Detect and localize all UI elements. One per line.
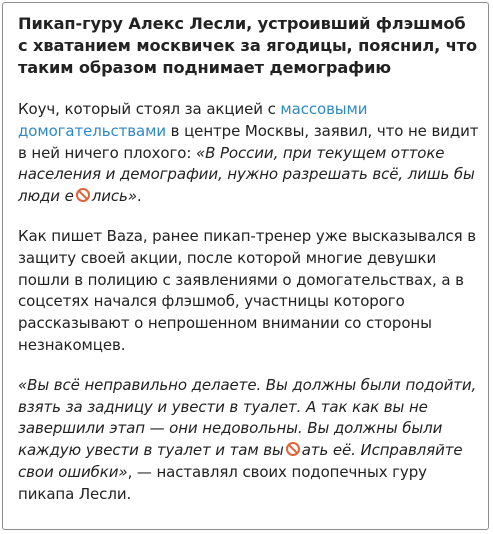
paragraph-1 xyxy=(18,99,480,208)
p3-quote-start: «Вы всё неправильно делаете. Вы должны были подойти, взять за задницу и увести в туалет. А так как вы не завершили этап — они недовольны. Вы должны были каждую увести в туалет и там вы xyxy=(18,375,477,460)
post-card xyxy=(2,2,489,530)
p1-quote-end: лись» xyxy=(91,187,137,206)
p1-tail: . xyxy=(136,187,142,206)
p1-text-after-link: в центре Москвы, заявил, что не видит в ней ничего плохого: xyxy=(18,121,479,162)
paragraph-3 xyxy=(18,375,480,506)
p3-quote-end: ать её. Исправляйте свои ошибки» xyxy=(18,441,463,481)
post-content xyxy=(18,13,480,506)
paragraph-2: Как пишет Baza, ранее пикап-тренер уже высказывался в защиту своей акции, после которой многие девушки пошли в полицию с заявлениями о домогательствах, а в соцсетях начался флэшмоб, участницы которого рассказывают о непрошенном внимании со стороны незнакомцев. xyxy=(18,226,476,354)
p3-tail: , — наставлял своих подопечных гуру пикапа Лесли. xyxy=(18,462,427,503)
p1-quote-start: «В России, при текущем оттоке населения и демографии, нужно разрешать всё, лишь бы люди е xyxy=(18,143,475,206)
p1-text-before-link: Коуч, который стоял за акцией с xyxy=(18,100,281,118)
censored-icon xyxy=(284,442,302,456)
post-title: Пикап-гуру Алекс Лесли, устроивший флэшмоб с хватанием москвичек за ягодицы, пояснил, что таким образом поднимает демографию xyxy=(18,14,478,77)
harassment-link[interactable]: массовыми домогательствами xyxy=(18,100,368,140)
censored-icon xyxy=(74,188,92,202)
